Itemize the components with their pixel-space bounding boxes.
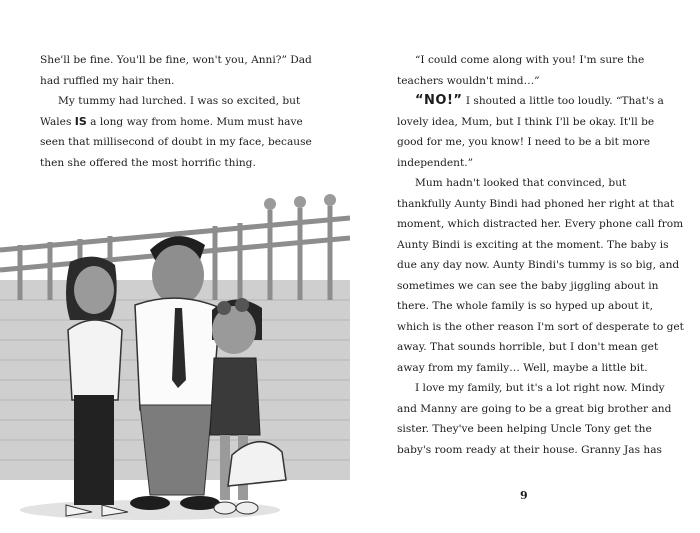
text-line: away from my family… Well, maybe a little bit.	[397, 361, 648, 374]
text-line: baby's room ready at their house. Granny Jas has	[397, 443, 662, 456]
text-line	[40, 112, 330, 133]
text-line: She'll be fine. You'll be fine, won't you, Anni?” Dad	[40, 54, 312, 66]
text-line: away. That sounds horrible, but I don't mean get	[397, 341, 659, 353]
text-fragment: a long way from home. Mum must have	[90, 115, 303, 128]
text-line: good for me, you know! I need to be a bit more	[397, 136, 651, 148]
family-illustration	[0, 190, 350, 533]
text-line: due any day now. Aunty Bindi's tummy is so big, and	[397, 259, 680, 271]
text-line: then she offered the most horrific thing.	[40, 156, 256, 169]
text-fragment: Wales	[40, 115, 72, 128]
right-page-text	[397, 50, 687, 460]
emphasis-word: IS	[74, 114, 87, 128]
text-line: seen that millisecond of doubt in my face, because	[40, 136, 312, 148]
text-line: there. The whole family is so hyped up about it,	[397, 300, 653, 312]
text-line: had ruffled my hair then.	[40, 74, 175, 87]
text-line: sister. They've been helping Uncle Tony get the	[397, 423, 652, 435]
text-line: and Manny are going to be a great big brother and	[397, 402, 672, 415]
text-line: My tummy had lurched. I was so excited, but	[58, 95, 301, 107]
text-line: teachers wouldn't mind…”	[397, 74, 540, 87]
page-number: 9	[520, 489, 528, 502]
text-line: lovely idea, Mum, but I think I'll be okay. It'll be	[397, 115, 655, 128]
text-line: thankfully Aunty Bindi had phoned her right at that	[397, 197, 675, 210]
text-line: “I could come along with you! I'm sure the	[415, 54, 645, 66]
text-line	[397, 91, 687, 112]
fence-finials	[264, 194, 336, 210]
left-page-text	[40, 50, 330, 173]
text-line: I love my family, but it's a lot right now. Mindy	[415, 382, 665, 394]
text-line: independent.”	[397, 156, 474, 169]
right-page	[350, 0, 700, 533]
text-line: moment, which distracted her. Every phone call from	[397, 218, 684, 230]
text-line: sometimes we can see the baby jiggling about in	[397, 279, 659, 292]
text-line: Aunty Bindi is exciting at the moment. The baby is	[397, 238, 669, 251]
text-line: Mum hadn't looked that convinced, but	[415, 177, 627, 189]
text-line: which is the other reason I'm sort of desperate to get	[397, 320, 684, 333]
text-fragment: I shouted a little too loudly. “That's a	[465, 95, 664, 107]
shout-word: “NO!”	[415, 93, 463, 108]
